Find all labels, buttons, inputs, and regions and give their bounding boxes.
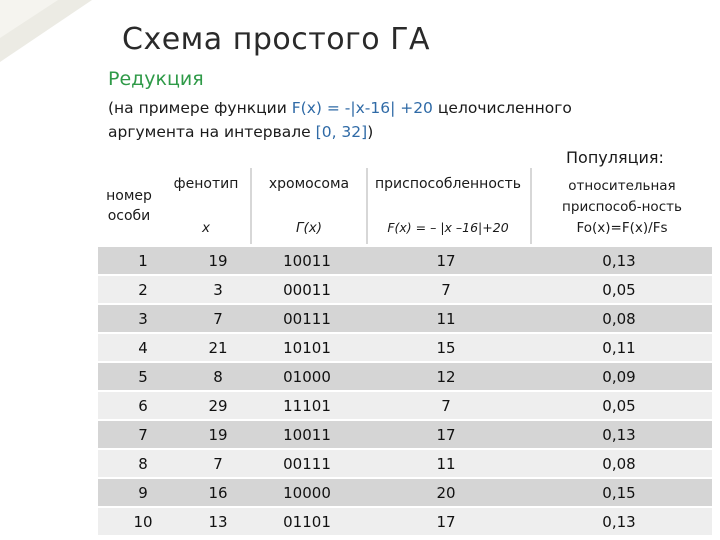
cell-fitness: 17	[366, 508, 526, 535]
cell-chromosome: 01000	[248, 363, 366, 390]
desc-line2-suffix: )	[367, 123, 374, 141]
cell-number: 4	[98, 334, 188, 361]
cell-fitness: 17	[366, 421, 526, 448]
cell-fitness: 7	[366, 392, 526, 419]
cell-chromosome: 10000	[248, 479, 366, 506]
cell-phenotype: 7	[188, 450, 248, 477]
header-separator	[250, 168, 252, 244]
cell-fitness: 11	[366, 450, 526, 477]
population-label: Популяция:	[566, 148, 664, 167]
cell-fitness: 17	[366, 247, 526, 274]
cell-phenotype: 16	[188, 479, 248, 506]
table-row	[98, 247, 712, 274]
cell-fitness: 11	[366, 305, 526, 332]
cell-number: 2	[98, 276, 188, 303]
cell-chromosome: 11101	[248, 392, 366, 419]
table-row	[98, 305, 712, 332]
table-row	[98, 479, 712, 506]
cell-number: 6	[98, 392, 188, 419]
cell-relative-fitness: 0,09	[526, 363, 712, 390]
header-col-relative-fitness: относительная приспособ-ность Fo(x)=F(x)/Fs	[562, 178, 682, 236]
cell-phenotype: 3	[188, 276, 248, 303]
cell-relative-fitness: 0,11	[526, 334, 712, 361]
cell-chromosome: 10101	[248, 334, 366, 361]
function-formula: F(x) = -|x-16| +20	[291, 99, 433, 117]
cell-chromosome: 01101	[248, 508, 366, 535]
table-row	[98, 334, 712, 361]
cell-phenotype: 19	[188, 247, 248, 274]
cell-number: 3	[98, 305, 188, 332]
table-row	[98, 421, 712, 448]
cell-phenotype: 13	[188, 508, 248, 535]
cell-phenotype: 8	[188, 363, 248, 390]
cell-number: 1	[98, 247, 188, 274]
cell-fitness: 12	[366, 363, 526, 390]
cell-phenotype: 19	[188, 421, 248, 448]
desc-line2-prefix: аргумента на интервале	[108, 123, 316, 141]
table-row	[98, 392, 712, 419]
cell-relative-fitness: 0,08	[526, 305, 712, 332]
cell-number: 9	[98, 479, 188, 506]
cell-fitness: 20	[366, 479, 526, 506]
slide-subtitle: Редукция	[108, 68, 204, 90]
cell-chromosome: 10011	[248, 421, 366, 448]
corner-decoration	[0, 0, 110, 70]
cell-phenotype: 7	[188, 305, 248, 332]
cell-number: 7	[98, 421, 188, 448]
header-col-chromosome-sub: Г(x)	[295, 220, 323, 236]
cell-relative-fitness: 0,13	[526, 508, 712, 535]
header-col-chromosome: хромосома	[268, 176, 350, 192]
cell-relative-fitness: 0,05	[526, 392, 712, 419]
cell-relative-fitness: 0,13	[526, 421, 712, 448]
cell-fitness: 15	[366, 334, 526, 361]
description-line-2	[108, 120, 572, 144]
cell-chromosome: 00111	[248, 450, 366, 477]
header-col-fitness: приспособленность	[375, 176, 521, 192]
desc-line1-suffix: целочисленного	[432, 99, 572, 117]
description	[108, 96, 572, 144]
header-col-number: номер особи	[106, 188, 152, 224]
cell-relative-fitness: 0,05	[526, 276, 712, 303]
cell-relative-fitness: 0,13	[526, 247, 712, 274]
cell-number: 10	[98, 508, 188, 535]
desc-line1-prefix: (на примере функции	[108, 99, 292, 117]
table-row	[98, 508, 712, 535]
description-line-1	[108, 96, 572, 120]
table-row	[98, 450, 712, 477]
header-separator	[530, 168, 532, 244]
cell-chromosome: 00111	[248, 305, 366, 332]
table-header	[98, 168, 712, 244]
cell-chromosome: 00011	[248, 276, 366, 303]
slide-title: Схема простого ГА	[122, 22, 431, 57]
cell-relative-fitness: 0,08	[526, 450, 712, 477]
cell-number: 8	[98, 450, 188, 477]
cell-phenotype: 21	[188, 334, 248, 361]
header-col-phenotype: фенотип	[173, 176, 239, 192]
cell-chromosome: 10011	[248, 247, 366, 274]
table-row	[98, 363, 712, 390]
header-col-phenotype-sub: x	[202, 220, 210, 236]
cell-relative-fitness: 0,15	[526, 479, 712, 506]
population-table	[98, 245, 712, 537]
header-col-fitness-sub: F(x) = – |x –16|+20	[387, 220, 509, 235]
cell-number: 5	[98, 363, 188, 390]
cell-phenotype: 29	[188, 392, 248, 419]
interval: [0, 32]	[315, 123, 368, 141]
cell-fitness: 7	[366, 276, 526, 303]
table-row	[98, 276, 712, 303]
